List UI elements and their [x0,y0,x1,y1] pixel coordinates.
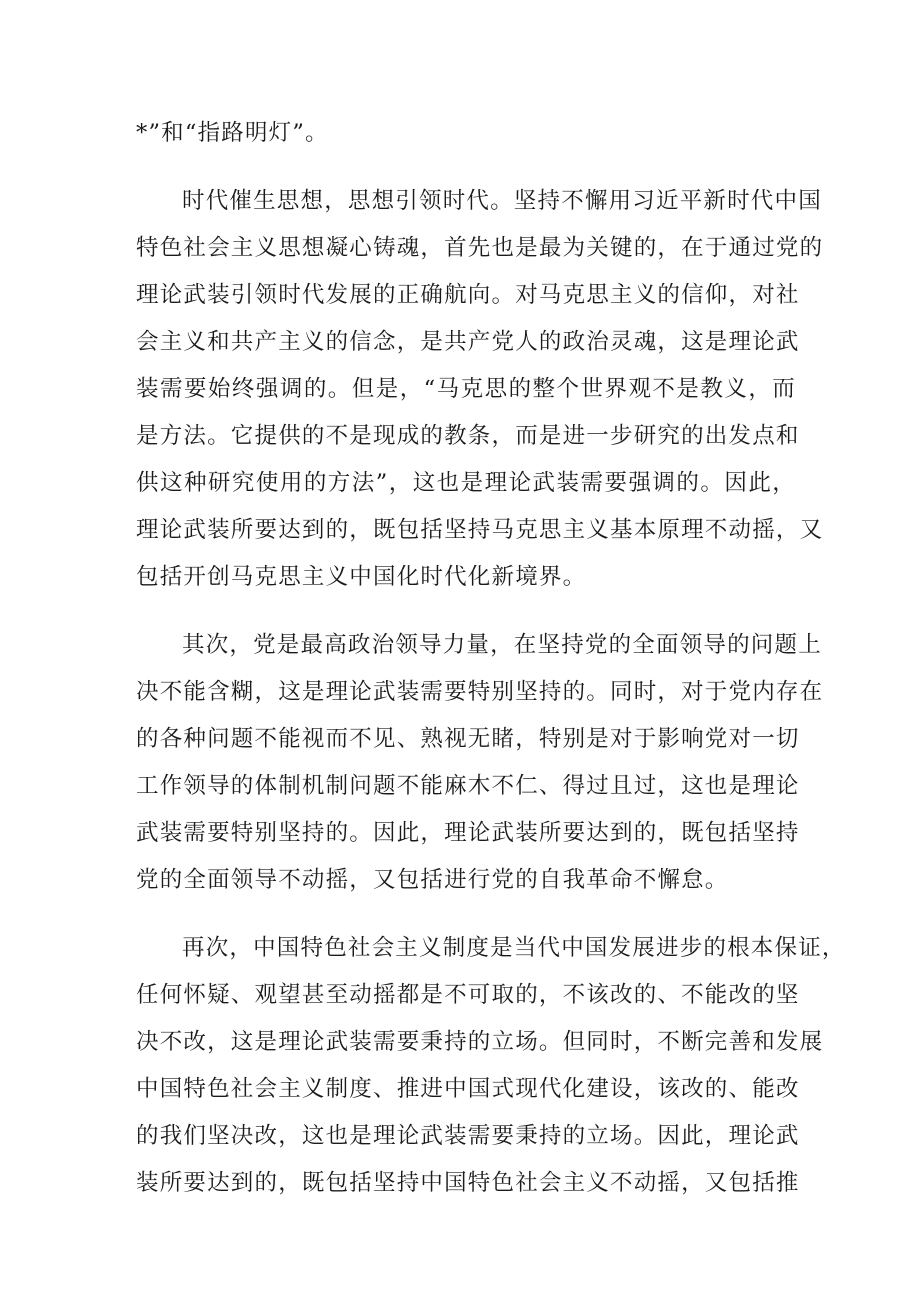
paragraph-gap [136,904,796,925]
paragraph [136,925,846,1207]
text-line: 是方法。它提供的不是现成的教条，而是进一步研究的出发点和 [136,423,800,449]
text-line: 时代催生思想，思想引领时代。坚持不懈用习近平新时代中国 [182,188,822,214]
text-line: 理论武装引领时代发展的正确航向。对马克思主义的信仰，对社 [136,282,800,308]
text-line: 中国特色社会主义制度、推进中国式现代化建设，该改的、能改 [136,1076,800,1102]
text-line: 决不改，这是理论武装需要秉持的立场。但同时，不断完善和发展 [136,1029,824,1055]
text-line: 党的全面领导不动摇，又包括进行党的自我革命不懈怠。 [136,867,729,893]
text-line: 包括开创马克思主义中国化时代化新境界。 [136,564,587,590]
text-line: 供这种研究使用的方法”，这也是理论武装需要强调的。因此， [136,470,796,496]
text-line: 任何怀疑、观望甚至动摇都是不可取的，不该改的、不能改的坚 [136,982,800,1008]
text-line: 的我们坚决改，这也是理论武装需要秉持的立场。因此，理论武 [136,1123,800,1149]
text-line: 特色社会主义思想凝心铸魂，首先也是最为关键的，在于通过党的 [136,235,824,261]
paragraph-gap [136,157,796,178]
paragraph [136,178,824,601]
text-line: 工作领导的体制机制问题不能麻木不仁、得过且过，这也是理论 [136,773,800,799]
paragraph [136,110,796,157]
paragraph-gap [136,601,796,622]
text-line: *”和“指路明灯”。 [136,120,329,146]
text-line: 的各种问题不能视而不见、熟视无睹，特别是对于影响党对一切 [136,726,800,752]
text-line: 理论武装所要达到的，既包括坚持马克思主义基本原理不动摇，又 [136,517,824,543]
text-line: 会主义和共产主义的信念，是共产党人的政治灵魂，这是理论武 [136,329,800,355]
text-line: 装所要达到的，既包括坚持中国特色社会主义不动摇，又包括推 [136,1170,800,1196]
text-line: 装需要始终强调的。但是，“马克思的整个世界观不是教义，而 [136,376,796,402]
text-line: 再次，中国特色社会主义制度是当代中国发展进步的根本保证， [182,935,846,961]
document-body [136,110,846,1207]
text-line: 决不能含糊，这是理论武装需要特别坚持的。同时，对于党内存在 [136,679,824,705]
paragraph [136,622,824,904]
text-line: 其次，党是最高政治领导力量，在坚持党的全面领导的问题上 [182,632,822,658]
text-line: 武装需要特别坚持的。因此，理论武装所要达到的，既包括坚持 [136,820,800,846]
